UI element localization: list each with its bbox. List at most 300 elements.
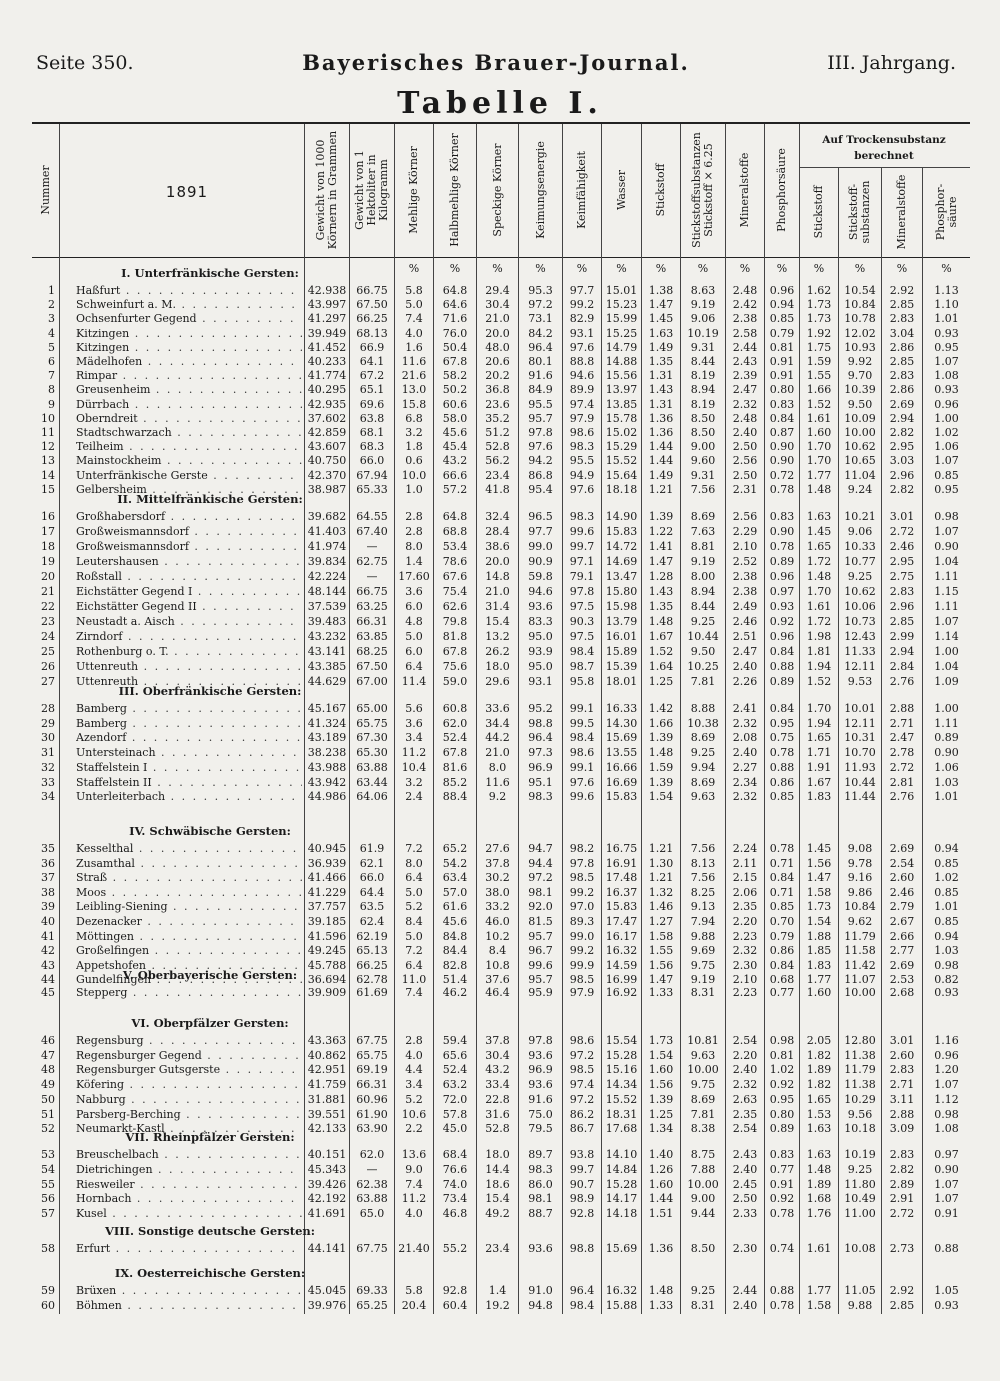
cell-value: 1.92 <box>806 326 832 340</box>
cell-value: 99.6 <box>569 525 595 538</box>
cell-value: 86.0 <box>528 1177 553 1191</box>
cell-value: 39.185 <box>307 915 347 928</box>
cell-value: 96.4 <box>528 340 553 354</box>
cell-value: 84.9 <box>528 383 553 397</box>
cell-value: 43.2 <box>485 1063 510 1077</box>
cell-value: 14.34 <box>605 1078 638 1092</box>
cell-value: 8.00 <box>690 570 716 583</box>
cell-value: 1.70 <box>806 440 832 454</box>
cell-value: 98.3 <box>528 790 553 804</box>
cell-value: 3.2 <box>405 426 423 439</box>
cell-value: 13.97 <box>605 383 638 397</box>
cell-value: 13.0 <box>401 383 427 397</box>
cell-value: 1.13 <box>934 284 959 297</box>
cell-value: 8.44 <box>690 355 716 368</box>
cell-value: 93.6 <box>528 1242 553 1255</box>
cell-value: 95.1 <box>528 775 553 789</box>
cell-value: 1.07 <box>934 1078 959 1092</box>
cell-value: 2.76 <box>889 790 915 804</box>
cell-value: 65.75 <box>356 716 388 730</box>
cell-value: 65.30 <box>356 746 388 760</box>
cell-value: 15.02 <box>605 426 638 439</box>
cell-value: 67.8 <box>442 746 468 760</box>
cell-value: 99.1 <box>569 760 595 774</box>
cell-value: 1.53 <box>806 1107 832 1121</box>
cell-value: 41.974 <box>307 540 347 553</box>
cell-value: — <box>366 1162 378 1176</box>
cell-value: 15.78 <box>605 411 638 425</box>
cell-value: 2.32 <box>732 397 758 411</box>
cell-value: 2.77 <box>889 944 915 958</box>
cell-value: 1.25 <box>648 1107 674 1121</box>
cell-value: 21.6 <box>401 369 427 383</box>
cell-value: 2.88 <box>889 1107 915 1121</box>
cell-value: 11.04 <box>844 468 876 482</box>
cell-value: 3.03 <box>889 454 915 468</box>
cell-value: 31.881 <box>307 1092 347 1106</box>
cell-value: 95.5 <box>569 454 595 468</box>
cell-value: 12.11 <box>844 716 876 730</box>
cell-value: 10.18 <box>844 1122 876 1136</box>
table-row <box>0 1299 1000 1313</box>
cell-value: 98.7 <box>569 660 595 673</box>
cell-value: 11.42 <box>844 958 876 972</box>
cell-value: 10.21 <box>844 510 876 523</box>
cell-value: 10.0 <box>401 468 427 482</box>
cell-value: 2.72 <box>889 1207 915 1221</box>
cell-value: 4.8 <box>405 615 423 628</box>
cell-value: 0.91 <box>769 355 795 368</box>
cell-value: 79.5 <box>528 1122 553 1136</box>
cell-value: 44.629 <box>307 675 347 688</box>
sample-origin: Unterleiterbach . . . <box>76 790 302 804</box>
cell-value: 68.3 <box>359 440 385 454</box>
cell-value: 10.4 <box>401 760 427 774</box>
cell-value: 38.238 <box>307 746 347 760</box>
col-head-nummer: Nummer <box>39 165 52 215</box>
cell-value: 0.92 <box>769 615 795 628</box>
cell-value: 18.0 <box>485 660 510 673</box>
cell-value: 1.07 <box>934 355 959 368</box>
cell-value: 49.245 <box>307 944 347 958</box>
cell-value: 98.6 <box>569 426 595 439</box>
cell-value: 41.691 <box>307 1207 347 1221</box>
cell-value: 1.66 <box>648 716 674 730</box>
table-row <box>0 369 1000 383</box>
cell-value: 10.2 <box>485 929 510 943</box>
cell-value: 1.14 <box>934 630 959 643</box>
cell-value: 8.0 <box>488 760 507 774</box>
cell-value: 39.682 <box>307 510 347 523</box>
cell-value: 1.07 <box>934 1177 959 1191</box>
cell-value: 2.54 <box>732 1034 758 1047</box>
cell-value: 9.25 <box>847 1162 873 1176</box>
cell-value: 2.8 <box>405 510 423 523</box>
cell-value: 39.483 <box>307 615 347 628</box>
cell-value: 2.88 <box>889 702 915 715</box>
cell-value: 2.46 <box>889 885 915 899</box>
cell-value: 1.49 <box>648 468 674 482</box>
cell-value: 97.9 <box>569 411 595 425</box>
cell-value: 82.8 <box>442 958 468 972</box>
cell-value: 82.9 <box>569 312 595 326</box>
cell-value: 9.24 <box>847 482 873 496</box>
cell-value: 8.94 <box>690 383 716 397</box>
cell-value: 94.2 <box>528 454 553 468</box>
cell-value: 97.0 <box>569 900 595 914</box>
cell-value: 10.31 <box>844 731 876 745</box>
cell-value: 60.4 <box>442 1298 468 1312</box>
cell-value: 63.5 <box>359 900 385 914</box>
cell-value: 0.85 <box>934 885 959 899</box>
cell-value: 72.0 <box>442 1092 468 1106</box>
cell-value: 2.33 <box>732 1207 758 1221</box>
cell-value: 43.363 <box>307 1034 347 1047</box>
sample-origin: Rimpar . . . <box>76 369 302 383</box>
cell-value: 0.82 <box>934 973 959 987</box>
cell-value: 2.46 <box>889 540 915 553</box>
cell-value: 0.84 <box>769 871 795 885</box>
cell-value: 0.92 <box>769 1078 795 1092</box>
cell-value: 62.38 <box>356 1177 388 1191</box>
header-bottom-rule <box>32 257 970 258</box>
cell-value: 13.55 <box>605 746 638 760</box>
cell-value: 61.6 <box>442 900 468 914</box>
row-number: 20 <box>41 570 55 583</box>
cell-value: 0.83 <box>769 510 795 523</box>
cell-value: 41.452 <box>307 340 347 354</box>
cell-value: 97.2 <box>528 298 553 312</box>
cell-value: 67.8 <box>442 645 468 658</box>
sample-origin: Mainstockheim . . . <box>76 454 302 468</box>
cell-value: 0.98 <box>769 1034 795 1047</box>
cell-value: 9.31 <box>690 340 716 354</box>
cell-value: 1.39 <box>648 775 674 789</box>
cell-value: 1.63 <box>806 1148 832 1161</box>
cell-value: 59.0 <box>442 675 468 688</box>
cell-value: 1.77 <box>806 973 832 987</box>
cell-value: 2.86 <box>889 383 915 397</box>
cell-value: 1.21 <box>648 482 674 496</box>
table-row <box>0 1093 1000 1107</box>
cell-value: 1.4 <box>405 555 423 568</box>
sample-origin: Riesweiler . . . <box>76 1178 302 1192</box>
cell-value: 53.4 <box>442 540 468 553</box>
cell-value: 2.06 <box>732 885 758 899</box>
cell-value: 55.2 <box>442 1242 468 1255</box>
cell-value: 0.89 <box>769 1122 795 1136</box>
cell-value: 8.25 <box>690 885 716 899</box>
cell-value: 94.7 <box>528 842 553 855</box>
cell-value: 1.44 <box>648 1192 674 1206</box>
cell-value: 10.00 <box>844 986 876 999</box>
cell-value: 2.2 <box>405 1122 423 1136</box>
cell-value: 1.07 <box>934 525 959 538</box>
cell-value: 75.0 <box>528 1107 553 1121</box>
row-number: 59 <box>41 1284 55 1297</box>
cell-value: 98.3 <box>569 440 595 454</box>
cell-value: 0.95 <box>934 482 959 496</box>
cell-value: 98.4 <box>569 1298 595 1312</box>
cell-value: 2.66 <box>889 929 915 943</box>
cell-value: 83.3 <box>528 615 553 628</box>
cell-value: 64.8 <box>442 284 468 297</box>
section-heading: IX. Oesterreichische Gersten: <box>114 1266 306 1280</box>
sample-origin: Untersteinach . . . <box>76 746 302 760</box>
cell-value: 1.01 <box>934 312 959 326</box>
table-row <box>0 585 1000 599</box>
cell-value: 52.8 <box>485 440 510 454</box>
cell-value: 14.88 <box>605 355 638 368</box>
table-row <box>0 1192 1000 1206</box>
row-number: 54 <box>41 1162 55 1176</box>
cell-value: 99.5 <box>569 716 595 730</box>
cell-value: 98.6 <box>569 1034 595 1047</box>
cell-value: 1.40 <box>648 1148 674 1161</box>
cell-value: 1.60 <box>648 1063 674 1077</box>
cell-value: 66.75 <box>356 585 388 598</box>
col-head-mineralstoffe: Mineralstoffe <box>738 152 751 228</box>
cell-value: 9.88 <box>847 1298 873 1312</box>
row-number: 43 <box>41 958 55 972</box>
cell-value: 79.1 <box>569 570 595 583</box>
cell-value: 8.19 <box>690 397 716 411</box>
cell-value: 16.32 <box>605 1284 638 1297</box>
cell-value: 1.16 <box>934 1034 959 1047</box>
cell-value: 1.44 <box>648 454 674 468</box>
cell-value: 64.55 <box>356 510 388 523</box>
cell-value: 2.38 <box>732 570 758 583</box>
cell-value: 1.11 <box>934 570 959 583</box>
table-row <box>0 1163 1000 1177</box>
cell-value: 17.47 <box>605 915 638 928</box>
cell-value: 14.10 <box>605 1148 638 1161</box>
cell-value: 8.69 <box>690 510 716 523</box>
cell-value: 1.47 <box>648 298 674 312</box>
cell-value: 15.88 <box>605 1298 638 1312</box>
cell-value: 97.3 <box>528 746 553 760</box>
cell-value: 0.89 <box>934 731 959 745</box>
cell-value: 6.4 <box>405 871 423 885</box>
cell-value: 2.05 <box>806 1034 832 1047</box>
cell-value: 5.0 <box>405 298 423 312</box>
cell-value: 10.73 <box>844 615 876 628</box>
cell-value: 8.69 <box>690 1092 716 1106</box>
cell-value: 3.2 <box>405 775 423 789</box>
cell-value: 95.7 <box>528 973 553 987</box>
cell-value: 1.04 <box>934 555 959 568</box>
cell-value: 45.4 <box>442 440 468 454</box>
cell-value: 7.2 <box>405 842 423 855</box>
cell-value: 50.4 <box>442 340 468 354</box>
table-row <box>0 857 1000 871</box>
sample-origin: Kesselthal . . . <box>76 842 302 856</box>
cell-value: 11.6 <box>485 775 510 789</box>
cell-value: 13.85 <box>605 397 638 411</box>
cell-value: 65.0 <box>359 1207 385 1221</box>
cell-value: 2.69 <box>889 842 915 855</box>
cell-value: 63.2 <box>442 1078 468 1092</box>
col-head-weight-1000: Gewicht von 1000 Körnern in Grammen <box>314 130 339 250</box>
col-head-keimungsenergie: Keimungsenergie <box>533 141 547 239</box>
cell-value: 2.44 <box>732 1284 758 1297</box>
cell-value: 0.80 <box>769 1107 795 1121</box>
sample-origin: Straß . . . <box>76 871 302 885</box>
cell-value: 0.85 <box>769 790 795 804</box>
table-row <box>0 761 1000 775</box>
cell-value: 37.8 <box>485 1034 510 1047</box>
cell-value: 2.29 <box>732 525 758 538</box>
cell-value: 1.83 <box>806 958 832 972</box>
cell-value: 39.834 <box>307 555 347 568</box>
sample-origin: Uttenreuth . . . <box>76 660 302 674</box>
cell-value: 10.19 <box>844 1148 876 1161</box>
cell-value: 0.85 <box>769 312 795 326</box>
cell-value: 31.4 <box>485 600 510 613</box>
cell-value: 7.63 <box>690 525 716 538</box>
cell-value: 0.89 <box>769 675 795 688</box>
cell-value: 1.21 <box>648 842 674 855</box>
cell-value: 2.85 <box>889 615 915 628</box>
cell-value: 69.6 <box>359 397 385 411</box>
cell-value: 10.08 <box>844 1242 876 1255</box>
cell-value: 65.6 <box>442 1048 468 1062</box>
cell-value: 1.63 <box>806 1122 832 1136</box>
cell-value: 1.89 <box>806 1177 832 1191</box>
cell-value: 48.144 <box>307 585 347 598</box>
cell-value: 2.56 <box>732 510 758 523</box>
cell-value: 75.4 <box>442 585 468 598</box>
cell-value: 97.7 <box>569 284 595 297</box>
section-heading: II. Mittelfränkische Gersten: <box>117 492 303 506</box>
row-number: 2 <box>48 298 55 312</box>
cell-value: 80.1 <box>528 355 553 368</box>
cell-value: 63.88 <box>356 760 388 774</box>
cell-value: 0.77 <box>769 986 795 999</box>
cell-value: 1.77 <box>806 468 832 482</box>
cell-value: 2.15 <box>732 871 758 885</box>
cell-value: 1.39 <box>648 731 674 745</box>
cell-value: 10.78 <box>844 312 876 326</box>
sample-origin: Teilheim . . . <box>76 440 302 454</box>
cell-value: 0.98 <box>934 958 959 972</box>
row-number: 56 <box>41 1192 55 1206</box>
cell-value: 0.97 <box>934 1148 959 1161</box>
cell-value: 2.27 <box>732 760 758 774</box>
cell-value: 8.50 <box>690 411 716 425</box>
cell-value: 2.8 <box>405 1034 423 1047</box>
cell-value: 43.232 <box>307 630 347 643</box>
cell-value: 64.6 <box>442 298 468 312</box>
cell-value: 15.4 <box>485 615 510 628</box>
cell-value: 0.86 <box>769 775 795 789</box>
row-number: 39 <box>41 900 55 914</box>
cell-value: 93.1 <box>528 675 553 688</box>
cell-value: 10.44 <box>687 630 719 643</box>
cell-value: 10.77 <box>844 555 876 568</box>
cell-value: 15.69 <box>605 731 638 745</box>
cell-value: 30.4 <box>485 298 510 312</box>
cell-value: 9.53 <box>847 675 873 688</box>
cell-value: 1.72 <box>806 615 832 628</box>
cell-value: 1.11 <box>934 716 959 730</box>
cell-value: 52.4 <box>442 1063 468 1077</box>
cell-value: 81.5 <box>528 915 553 928</box>
cell-value: 0.96 <box>769 570 795 583</box>
cell-value: 43.189 <box>307 731 347 745</box>
cell-value: 8.50 <box>690 426 716 439</box>
cell-value: 10.70 <box>844 746 876 760</box>
cell-value: 89.3 <box>569 915 595 928</box>
cell-value: 38.6 <box>485 540 510 553</box>
cell-value: 1.83 <box>806 790 832 804</box>
cell-value: 15.23 <box>605 298 638 312</box>
cell-value: 1.52 <box>648 645 674 658</box>
cell-value: 1.64 <box>648 660 674 673</box>
cell-value: 2.76 <box>889 675 915 688</box>
cell-value: 43.2 <box>442 454 468 468</box>
cell-value: 10.6 <box>401 1107 427 1121</box>
cell-value: 0.90 <box>934 1162 959 1176</box>
cell-value: 1.48 <box>806 1162 832 1176</box>
cell-value: 13.2 <box>485 630 510 643</box>
cell-value: 69.33 <box>356 1284 388 1297</box>
cell-value: 93.6 <box>528 1078 553 1092</box>
cell-value: 2.89 <box>889 1177 915 1191</box>
cell-value: 1.0 <box>405 482 423 496</box>
cell-value: 97.6 <box>569 775 595 789</box>
sample-origin: Dietrichingen . . . <box>76 1163 302 1177</box>
cell-value: 1.03 <box>934 944 959 958</box>
cell-value: 0.85 <box>934 468 959 482</box>
cell-value: 1.63 <box>648 326 674 340</box>
cell-value: 0.90 <box>769 440 795 454</box>
sample-origin: Greusenheim . . . <box>76 383 302 397</box>
cell-value: 15.52 <box>605 454 638 468</box>
cell-value: 46.4 <box>485 986 510 999</box>
table-row <box>0 790 1000 804</box>
cell-value: 16.99 <box>605 973 638 987</box>
cell-value: 1.63 <box>806 510 832 523</box>
cell-value: 68.25 <box>356 645 388 658</box>
cell-value: 50.2 <box>442 383 468 397</box>
cell-value: 44.141 <box>307 1242 347 1255</box>
sample-origin: Regensburger Gutsgerste . . . <box>76 1063 302 1077</box>
cell-value: 1.31 <box>648 397 674 411</box>
cell-value: 2.30 <box>732 958 758 972</box>
cell-value: 57.8 <box>442 1107 468 1121</box>
cell-value: 1.56 <box>648 958 674 972</box>
cell-value: 95.3 <box>528 284 553 297</box>
table-row <box>0 1178 1000 1192</box>
cell-value: 85.2 <box>442 775 468 789</box>
row-number: 7 <box>48 369 55 383</box>
cell-value: 2.82 <box>889 1162 915 1176</box>
cell-value: 1.26 <box>648 1162 674 1176</box>
cell-value: 15.16 <box>605 1063 638 1077</box>
cell-value: 10.84 <box>844 900 876 914</box>
cell-value: 16.01 <box>605 630 638 643</box>
sample-origin: Brüxen . . . <box>76 1284 302 1298</box>
cell-value: 1.43 <box>648 585 674 598</box>
cell-value: 65.1 <box>359 383 385 397</box>
cell-value: 7.56 <box>690 482 716 496</box>
row-number: 3 <box>48 312 55 326</box>
cell-value: 1.66 <box>806 383 832 397</box>
cell-value: 63.90 <box>356 1122 388 1136</box>
cell-value: 1.60 <box>648 1177 674 1191</box>
table-row <box>0 469 1000 483</box>
